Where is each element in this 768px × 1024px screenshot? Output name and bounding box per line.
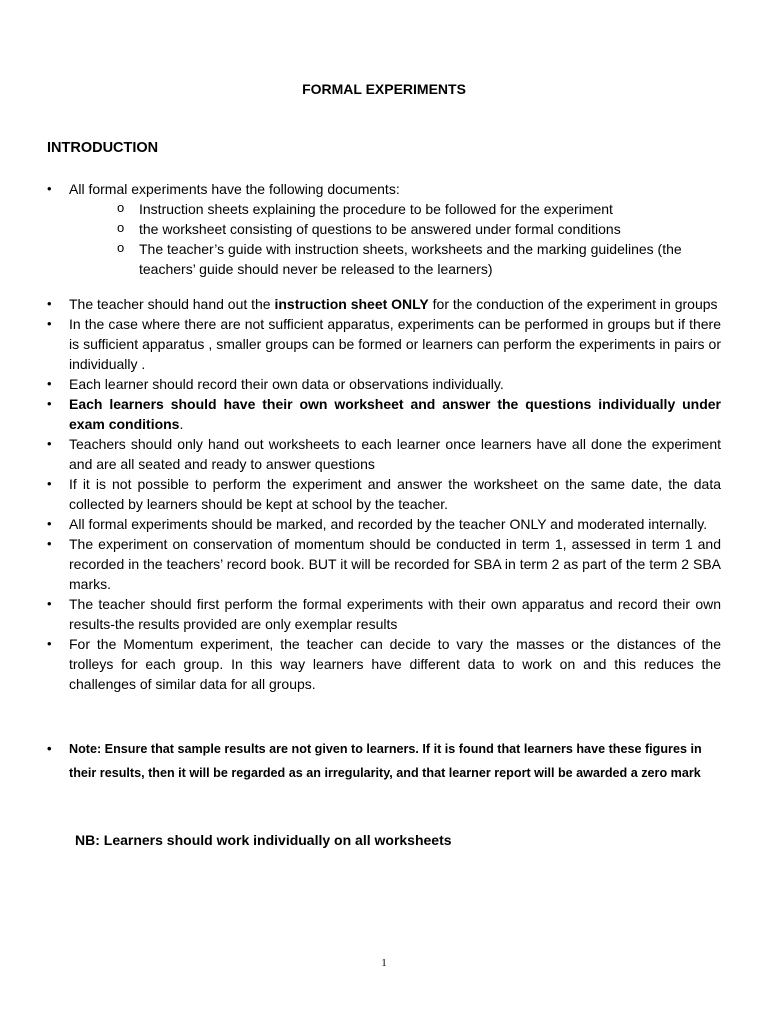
bullet-item-same-date <box>47 474 721 514</box>
bullet-icon: • <box>47 436 52 451</box>
rules-list <box>47 294 721 694</box>
sub-item-instruction-sheets <box>117 199 721 219</box>
bullet-item-apparatus <box>47 314 721 374</box>
bullet-icon: • <box>47 476 52 491</box>
bullet-item-own-worksheet <box>47 394 721 434</box>
bullet-text-bold: instruction sheet ONLY <box>274 296 429 312</box>
sub-item-text: The teacher’s guide with instruction sheets, worksheets and the marking guidelines (the teachers’ guide should never be released to the learners) <box>139 241 682 277</box>
bullet-text: For the Momentum experiment, the teacher can decide to vary the masses or the distances of the trolleys for each group. In this way learners have different data to work on and this reduces the challenges of similar data for all groups. <box>69 636 721 692</box>
bullet-item-momentum-term <box>47 534 721 594</box>
bullet-icon: • <box>47 516 52 531</box>
bullet-text: for the conduction of the experiment in groups <box>428 296 718 312</box>
bullet-icon: • <box>47 636 52 651</box>
bullet-item-hand-out <box>47 294 721 314</box>
sub-item-text: Instruction sheets explaining the procedure to be followed for the experiment <box>139 201 613 217</box>
bullet-text: All formal experiments should be marked, and recorded by the teacher ONLY and moderated internally. <box>69 516 708 532</box>
bullet-item-note <box>47 737 721 785</box>
bullet-text: The teacher should hand out the <box>69 296 275 312</box>
bullet-icon: • <box>47 296 52 311</box>
sub-list <box>47 199 721 279</box>
note-text: Note: Ensure that sample results are not given to learners. If it is found that learners have these figures in their results, then it will be regarded as an irregularity, and that learner report will be awarded a zero mark <box>69 742 702 780</box>
nb-statement: NB: Learners should work individually on all worksheets <box>75 832 452 848</box>
bullet-icon: • <box>47 741 52 756</box>
bullet-text: All formal experiments have the following documents: <box>69 181 400 197</box>
bullet-text: The teacher should first perform the formal experiments with their own apparatus and record their own results-the results provided are only exemplar results <box>69 596 721 632</box>
bullet-text: In the case where there are not sufficient apparatus, experiments can be performed in groups but if there is sufficient apparatus , smaller groups can be formed or learners can perform the experiments in pairs or individually . <box>69 316 721 372</box>
sub-item-worksheet <box>117 219 721 239</box>
bullet-icon: • <box>47 376 52 391</box>
bullet-item-documents <box>47 179 721 199</box>
circle-bullet-icon: o <box>117 240 125 255</box>
bullet-text: . <box>179 416 184 432</box>
document-title: FORMAL EXPERIMENTS <box>302 81 466 97</box>
bullet-text-bold: Each learners should have their own worksheet and answer the questions individually under exam conditions <box>69 396 721 432</box>
bullet-text: The experiment on conservation of momentum should be conducted in term 1, assessed in term 1 and recorded in the teachers’ record book. BUT it will be recorded for SBA in term 2 as part of the term 2 SBA marks. <box>69 536 721 592</box>
bullet-icon: • <box>47 181 52 196</box>
bullet-text: Teachers should only hand out worksheets to each learner once learners have all done the experiment and are all seated and ready to answer questions <box>69 436 721 472</box>
bullet-text: If it is not possible to perform the experiment and answer the worksheet on the same date, the data collected by learners should be kept at school by the teacher. <box>69 476 721 512</box>
circle-bullet-icon: o <box>117 200 125 215</box>
page-number: 1 <box>381 957 387 969</box>
circle-bullet-icon: o <box>117 220 125 235</box>
sub-item-text: the worksheet consisting of questions to be answered under formal conditions <box>139 221 621 237</box>
bullet-item-teacher-perform <box>47 594 721 634</box>
section-heading-introduction: INTRODUCTION <box>47 140 159 156</box>
bullet-icon: • <box>47 316 52 331</box>
bullet-icon: • <box>47 596 52 611</box>
intro-list <box>47 179 721 279</box>
bullet-item-vary-masses <box>47 634 721 694</box>
bullet-item-record-data <box>47 374 721 394</box>
bullet-text: Each learner should record their own data or observations individually. <box>69 376 504 392</box>
bullet-item-hand-out-worksheets <box>47 434 721 474</box>
bullet-icon: • <box>47 396 52 411</box>
bullet-icon: • <box>47 536 52 551</box>
bullet-item-marked <box>47 514 721 534</box>
sub-item-teachers-guide <box>117 239 721 279</box>
note-block <box>47 737 721 785</box>
